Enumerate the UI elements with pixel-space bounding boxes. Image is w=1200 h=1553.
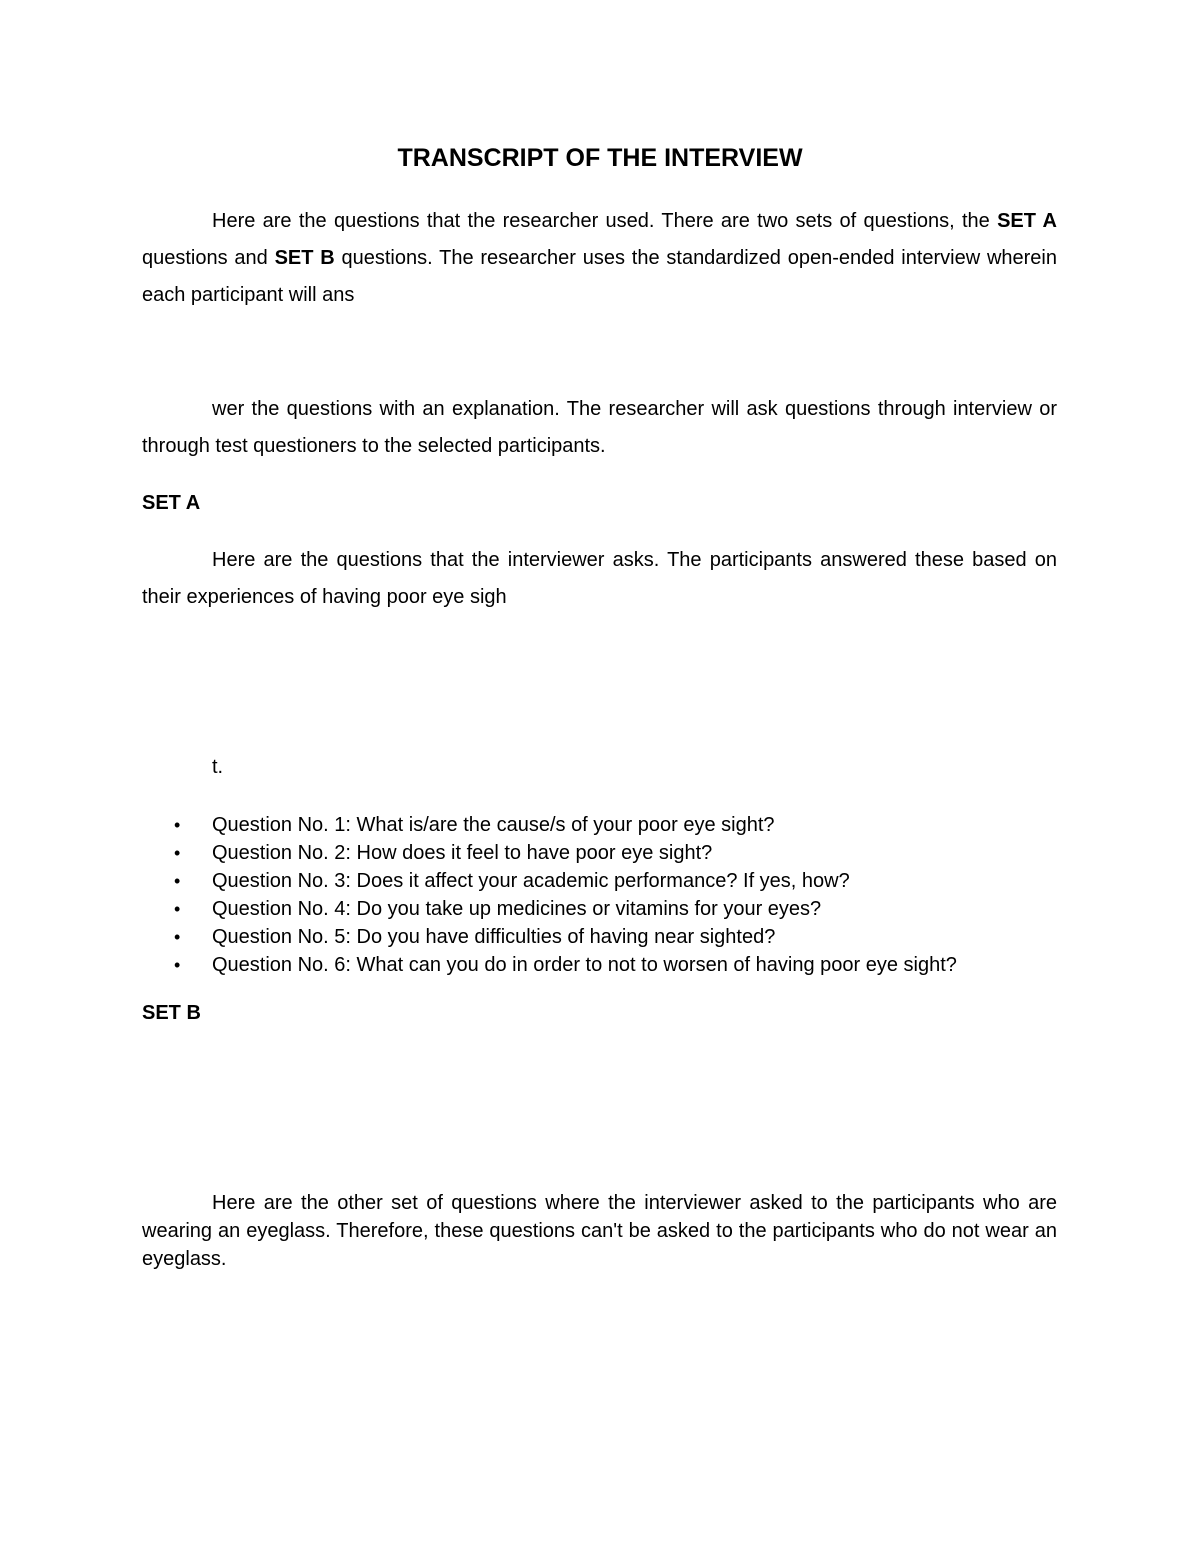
set-a-description-tail: t. — [212, 756, 224, 778]
question-item — [170, 811, 957, 839]
question-text: Question No. 2: How does it feel to have poor eye sight? — [212, 842, 713, 864]
question-text: Question No. 5: Do you have difficulties of having near sighted? — [212, 926, 776, 948]
intro-paragraph — [142, 203, 1057, 314]
question-text: Question No. 3: Does it affect your academic performance? If yes, how? — [212, 870, 850, 892]
question-item — [170, 951, 957, 979]
bullet-icon: • — [174, 815, 181, 835]
question-item — [170, 839, 957, 867]
set-a-question-list — [170, 811, 957, 979]
set-b-heading: SET B — [142, 1002, 201, 1024]
intro-set-a-label: SET A — [997, 210, 1057, 232]
question-item — [170, 867, 957, 895]
bullet-icon: • — [174, 871, 181, 891]
question-item — [170, 923, 957, 951]
intro-text-2: questions and — [142, 247, 275, 269]
intro-set-b-label: SET B — [274, 247, 335, 269]
set-a-heading: SET A — [142, 492, 201, 514]
set-a-description: Here are the questions that the interviewer asks. The participants answered these based on their experiences of having poor eye sigh — [142, 549, 1057, 608]
bullet-icon: • — [174, 955, 181, 975]
intro-continued-paragraph: wer the questions with an explanation. The researcher will ask questions through interview or through test questioners to the selected participants. — [142, 398, 1057, 457]
document-title: TRANSCRIPT OF THE INTERVIEW — [397, 144, 803, 172]
bullet-icon: • — [174, 843, 181, 863]
bullet-icon: • — [174, 927, 181, 947]
intro-text-3: questions. The researcher uses the standardized open-ended interview wherein each participant will ans — [142, 247, 1057, 306]
intro-text-1: Here are the questions that the researcher used. There are two sets of questions, the — [212, 210, 998, 232]
bullet-icon: • — [174, 899, 181, 919]
question-item — [170, 895, 957, 923]
question-text: Question No. 1: What is/are the cause/s of your poor eye sight? — [212, 814, 775, 836]
set-b-description: Here are the other set of questions where the interviewer asked to the participants who are wearing an eyeglass. Therefore, these questions can't be asked to the participants who do not wear an eyeglass. — [142, 1192, 1057, 1270]
question-text: Question No. 6: What can you do in order to not to worsen of having poor eye sight? — [212, 954, 957, 976]
question-text: Question No. 4: Do you take up medicines or vitamins for your eyes? — [212, 898, 822, 920]
